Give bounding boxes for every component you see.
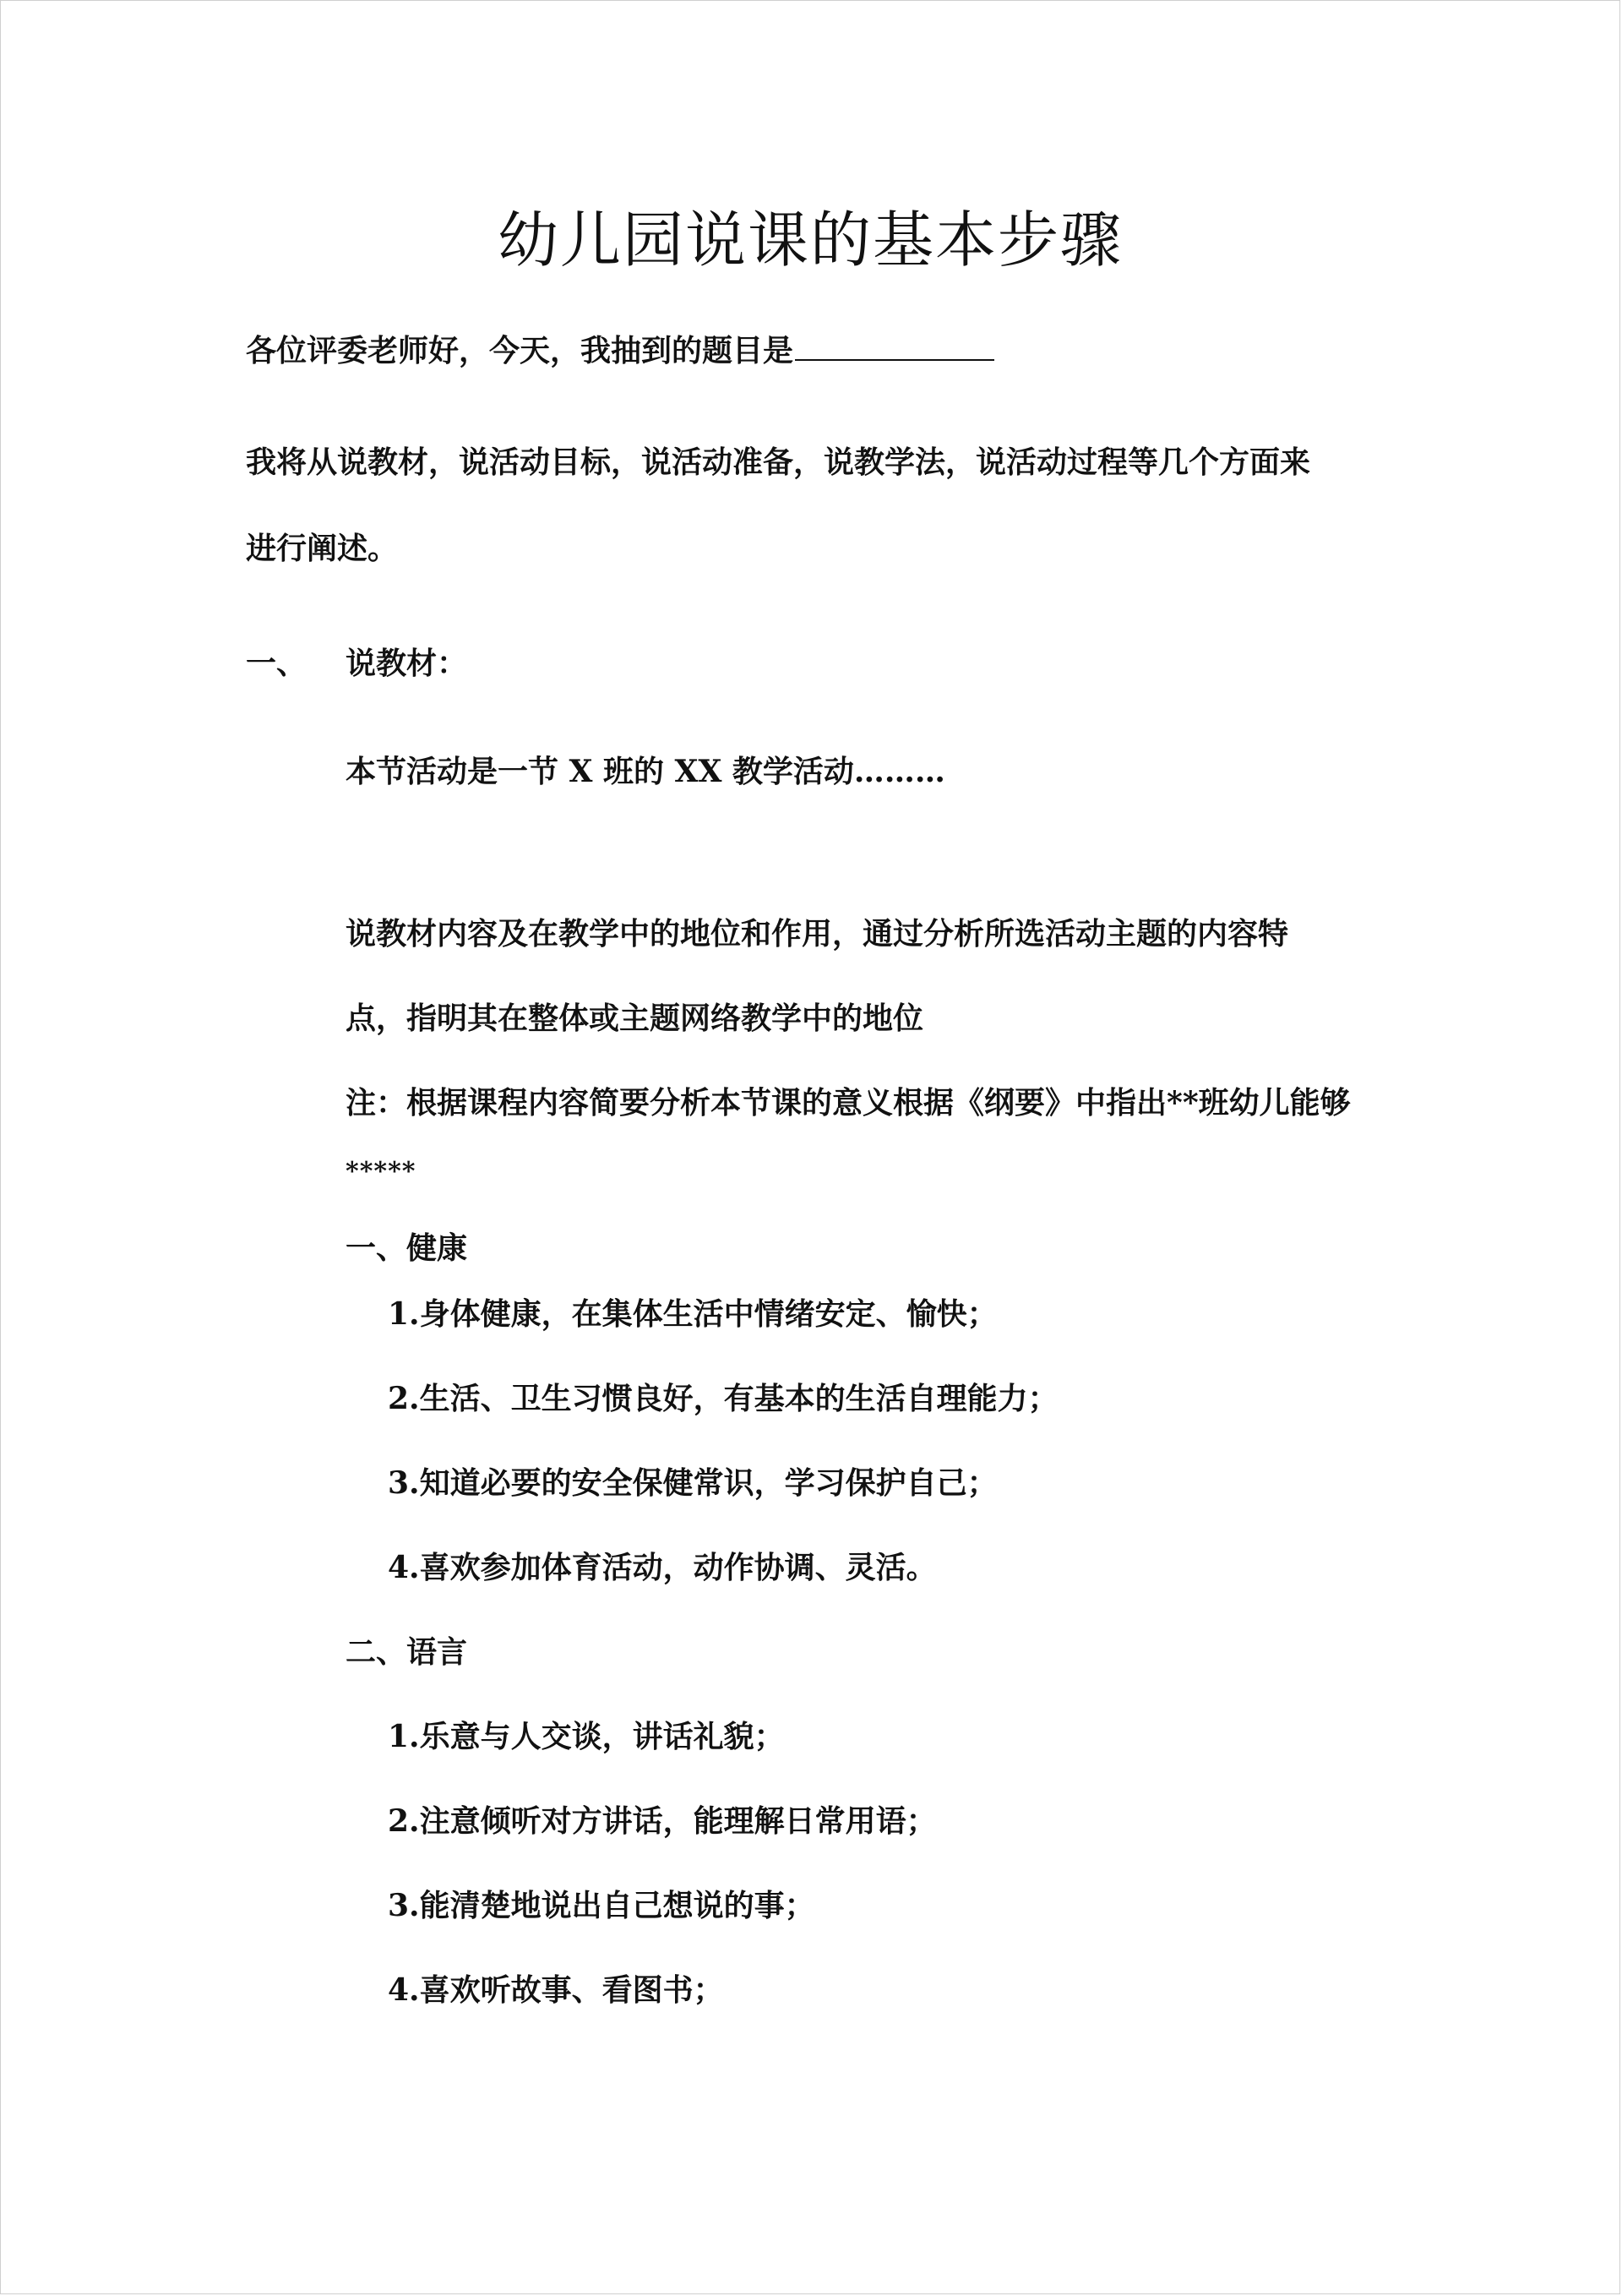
intro-line-2: 进行阐述。 bbox=[246, 531, 399, 566]
section-heading: 说教材： bbox=[346, 646, 468, 681]
language-item: 4.喜欢听故事、看图书； bbox=[388, 1972, 724, 2008]
note-line-2: ***** bbox=[346, 1157, 416, 1186]
analysis-line-2: 点，指明其在整体或主题网络教学中的地位 bbox=[346, 1001, 924, 1036]
activity-line: 本节活动是一节 X 班的 XX 教学活动……… bbox=[346, 754, 945, 789]
health-item: 1.身体健康，在集体生活中情绪安定、愉快； bbox=[388, 1296, 998, 1332]
health-item: 3.知道必要的安全保健常识，学习保护自己； bbox=[388, 1465, 998, 1501]
analysis-line-1: 说教材内容及在教学中的地位和作用，通过分析所选活动主题的内容特 bbox=[346, 916, 1289, 952]
intro-line-1: 我将从说教材，说活动目标，说活动准备，说教学法，说活动过程等几个方面来 bbox=[246, 444, 1311, 480]
language-heading: 二、语言 bbox=[346, 1634, 468, 1670]
language-item: 2.注意倾听对方讲话，能理解日常用语； bbox=[388, 1803, 937, 1839]
greeting-text: 各位评委老师好，今天，我抽到的题目是 bbox=[246, 333, 794, 368]
page-title: 幼儿园说课的基本步骤 bbox=[497, 205, 1123, 275]
health-item: 2.生活、卫生习惯良好，有基本的生活自理能力； bbox=[388, 1381, 1059, 1416]
topic-blank bbox=[795, 330, 994, 361]
section-number: 一、 bbox=[246, 646, 308, 681]
greeting-line bbox=[246, 330, 994, 371]
language-item: 1.乐意与人交谈，讲话礼貌； bbox=[388, 1719, 785, 1754]
health-heading: 一、健康 bbox=[346, 1230, 468, 1266]
language-item: 3.能清楚地说出自己想说的事； bbox=[388, 1888, 815, 1923]
health-item: 4.喜欢参加体育活动，动作协调、灵活。 bbox=[388, 1550, 937, 1585]
note-line-1: 注：根据课程内容简要分析本节课的意义根据《纲要》中指出**班幼儿能够 bbox=[346, 1085, 1351, 1121]
